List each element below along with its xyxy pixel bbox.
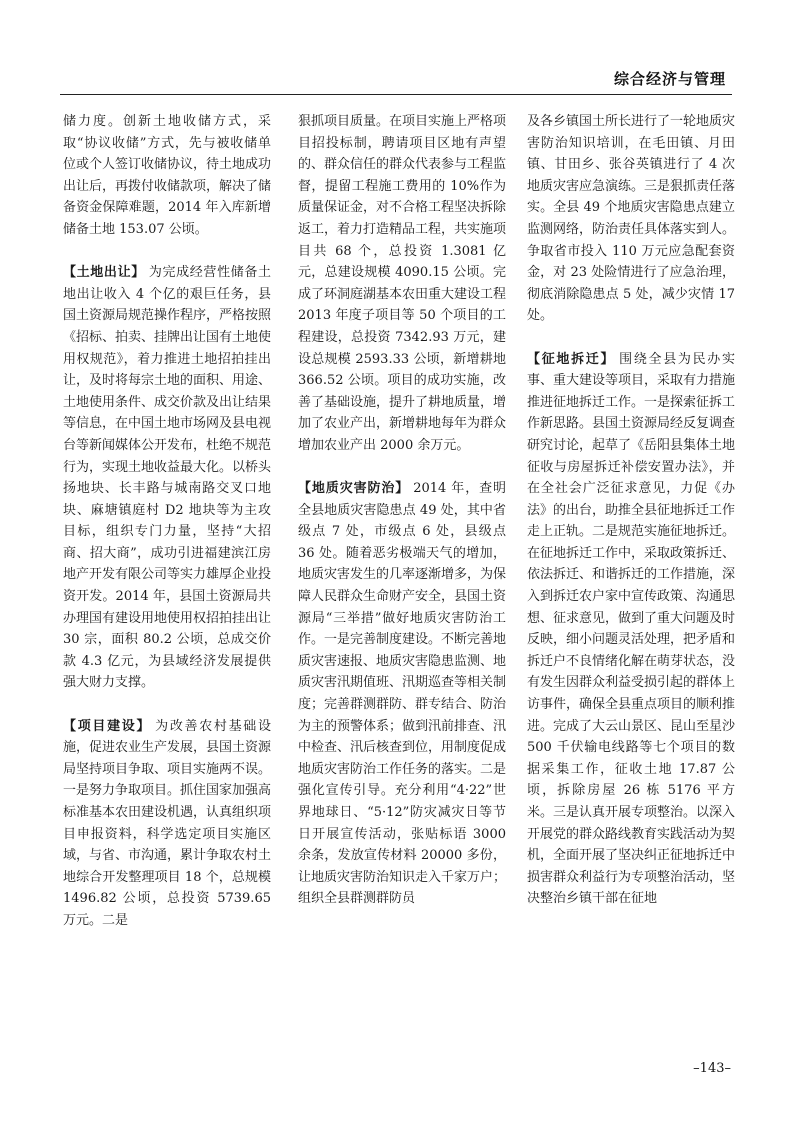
paragraph-text: 狠抓项目质量。在项目实施上严格项目招投标制，聘请项目区地有声望的、群众信任的群众代表参与工程监督，提留工程施工费用的 10%作为质量保证金，对不合格工程坚决拆除返工，着力打造精品工程，共实施项目共 68 个，总投资 1.3081 亿元，总建设规模 4090.15 公顷。完成了环洞庭湖基本农田重大建设工程 2013 年度子项目等 50 个项目的工程建设，总投资 7342.93 万元，建设总规模 2593.33 公顷，新增耕地 366.52 公顷。项目的成功实施，改善了基础设施，提升了耕地质量，增加了农业产出，新增耕地每年为群众增加农业产出 2000 余万元。 (298, 114, 507, 453)
paragraph-text: 及各乡镇国土所长进行了一轮地质灾害防治知识培训，在毛田镇、月田镇、甘田乡、张谷英镇进行了 4 次地质灾害应急演练。三是狠抓责任落实。全县 49 个地质灾害隐患点建立监测网络，防治责任具体落实到人。争取省市投入 110 万元应急配套资金，对 23 处险情进行了应急治理，彻底消除隐患点 5 处，减少灾情 17 处。 (527, 114, 736, 324)
text-column-2 (298, 111, 506, 932)
page-number: –143– (693, 1061, 731, 1076)
paragraph-heading: 【征地拆迁】 (527, 351, 616, 367)
paragraph-text: 2014 年，查明全县地质灾害隐患点 49 处，其中省级点 7 处，市级点 6 处，县级点 36 处。随着恶劣极端天气的增加，地质灾害发生的几率逐渐增多，为保障人民群众生命财产安全，县国土资源局“三举措”做好地质灾害防治工作。一是完善制度建设。不断完善地质灾害速报、地质灾害隐患监测、地质灾害汛期值班、汛期巡查等相关制度；完善群测群防、群专结合、防治为主的预警体系；做到汛前排查、汛中检查、汛后核查到位，用制度促成地质灾害防治工作任务的落实。二是强化宣传引导。充分利用“4·22”世界地球日、“5·12”防灾减灾日等节日开展宣传活动，张贴标语 3000 余条，发放宣传材料 20000 多份，让地质灾害防治知识走入千家万户；组织全县群测群防员 (298, 481, 507, 907)
page-header (60, 64, 732, 95)
paragraph-heading: 【土地出让】 (63, 265, 145, 281)
paragraph (63, 111, 271, 241)
text-column-3 (527, 111, 735, 932)
paragraph-text: 围绕全县为民办实事、重大建设等项目，采取有力措施推进征地拆迁工作。一是探索征拆工作新思路。县国土资源局经反复调查研究讨论，起草了《岳阳县集体土地征收与房屋拆迁补偿安置办法》，并在全社会广泛征求意见，力促《办法》的出台，助推全县征地拆迁工作走上正轨。二是规范实施征地拆迁。在征地拆迁工作中，采取政策拆迁、依法拆迁、和谐拆迁的工作措施，深入到拆迁农户家中宣传政策、沟通思想、征求意见，做到了重大问题及时反映，细小问题灵活处理，把矛盾和拆迁户不良情绪化解在萌芽状态，没有发生因群众利益受损引起的群体上访事件，确保全县重点项目的顺利推进。完成了大云山景区、昆山至星沙 500 千伏输电线路等七个项目的数据采集工作，征收土地 17.87 公顷，拆除房屋 26 栋 5176 平方米。三是认真开展专项整治。以深入开展党的群众路线教育实践活动为契机，全面开展了坚决纠正征地拆迁中损害群众利益行为专项整治活动，坚决整治乡镇干部在征地 (527, 351, 736, 907)
section-title: 综合经济与管理 (613, 70, 726, 88)
paragraph (298, 478, 506, 910)
paragraph-text: 储力度。创新土地收储方式，采取“协议收储”方式，先与被收储单位或个人签订收储协议，待土地成功出让后，再拨付收储款项，解决了储备资金保障难题，2014 年入库新增储备土地 153.07 公顷。 (63, 114, 272, 237)
paragraph-text: 为完成经营性储备土地出让收入 4 个亿的艰巨任务，县国土资源局规范操作程序，严格按照《招标、拍卖、挂牌出让国有土地使用权规范》，着力推进土地招拍挂出让，及时将每宗土地的面积、用途、土地使用条件、成交价款及出让结果等信息，在中国土地市场网及县电视台等新闻媒体公开发布，杜绝不规范行为，实现土地收益最大化。以桥头扬地块、长丰路与城南路交叉口地块、麻塘镇庭村 D2 地块等为主攻目标，组织专门力量，坚持“大招商、招大商”，成功引进福建滨江房地产开发有限公司等实力雄厚企业投资开发。2014 年，县国土资源局共办理国有建设用地使用权招拍挂出让 30 宗，面积 80.2 公顷，总成交价款 4.3 亿元，为县域经济发展提供强大财力支撑。 (63, 265, 272, 691)
text-column-1 (63, 111, 271, 953)
paragraph (63, 262, 271, 694)
paragraph-text: 为改善农村基础设施，促进农业生产发展，县国土资源局坚持项目争取、项目实施两不误。一是努力争取项目。抓住国家加强高标准基本农田建设机遇，认真组织项目申报资料，科学选定项目实施区域，与省、市沟通，累计争取农村土地综合开发整理项目 18 个，总规模 1496.82 公顷，总投资 5739.65 万元。二是 (63, 718, 272, 928)
paragraph (298, 111, 506, 457)
paragraph-heading: 【地质灾害防治】 (298, 481, 410, 497)
paragraph-heading: 【项目建设】 (63, 718, 152, 734)
paragraph (63, 716, 271, 932)
paragraph (527, 111, 735, 327)
paragraph (527, 349, 735, 910)
